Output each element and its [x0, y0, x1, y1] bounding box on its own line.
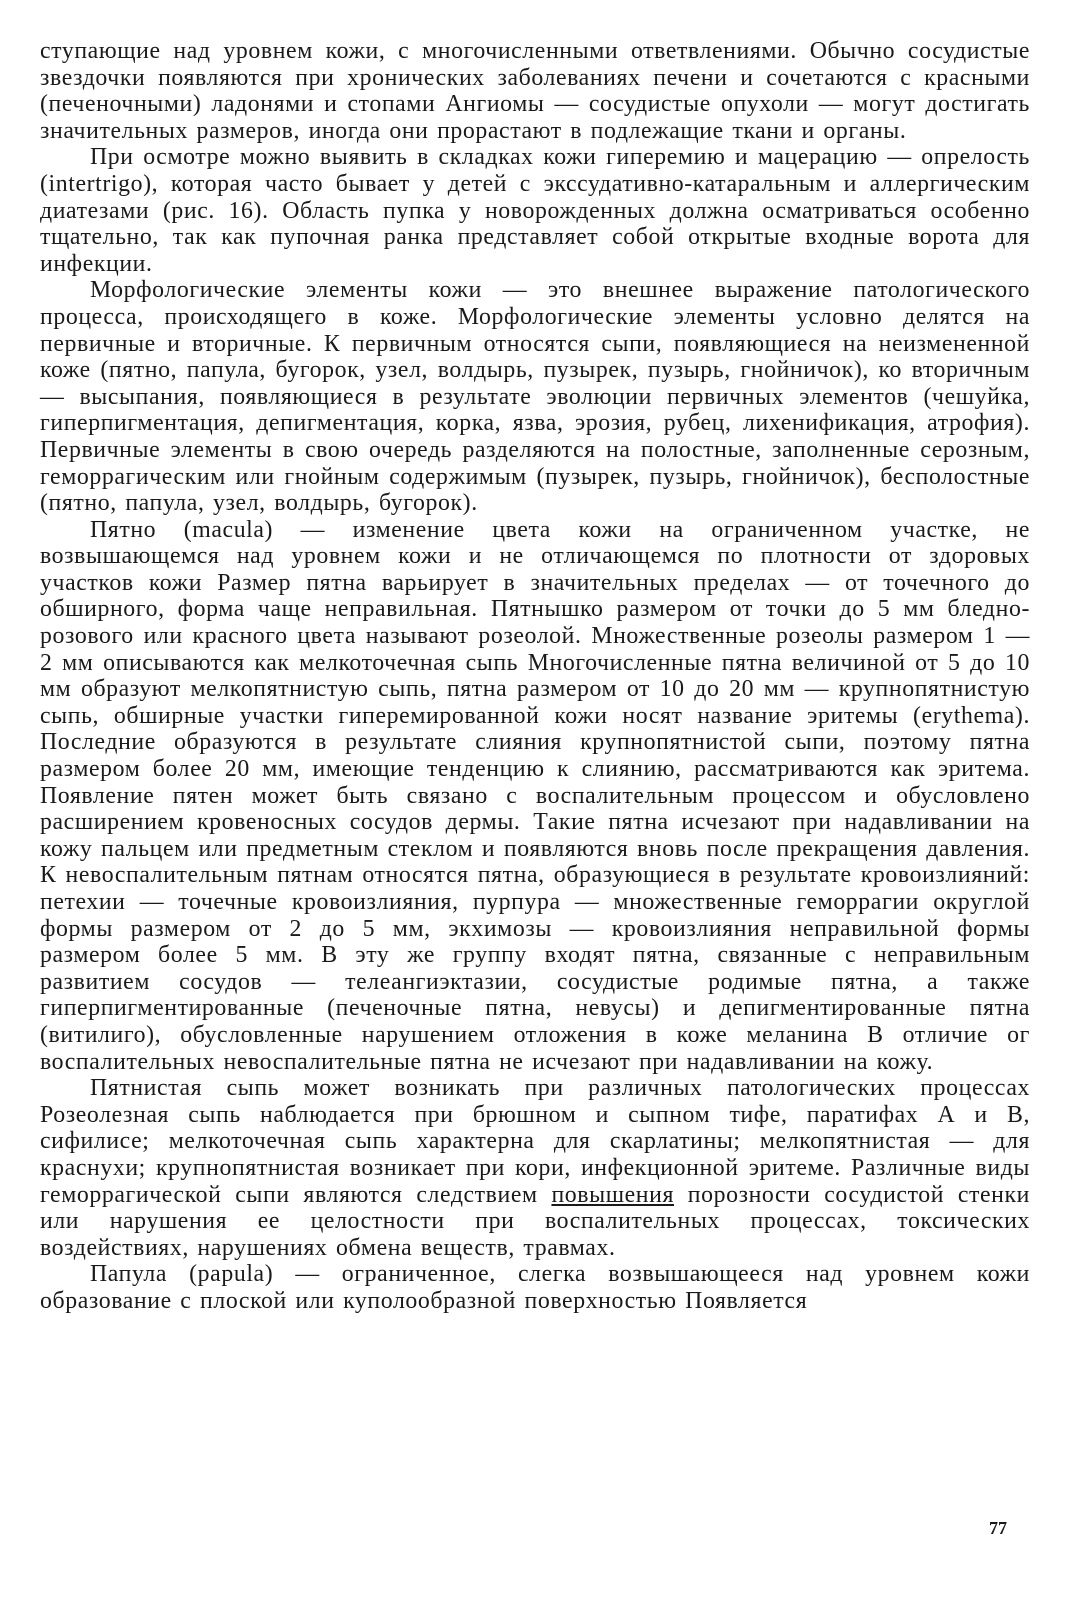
paragraph-papula: Папула (papula) — ограниченное, слегка возвышающееся над уровнем кожи образование с плоской или куполообразной поверхностью Появляется: [40, 1261, 1030, 1314]
page-number: 77: [989, 1518, 1007, 1538]
paragraph-morphological-elements: Морфологические элементы кожи — это внешнее выражение патологического процесса, происходящего в коже. Морфологические элементы условно делятся на первичные и вторичные. К первичным относятся сыпи, появляющиеся на неизмененной коже (пятно, папула, бугорок, узел, волдырь, пузырек, пузырь, гнойничок), ко вторичным — высыпания, появляющиеся в результате эволюции первичных элементов (чешуйка, гиперпигментация, депигментация, корка, язва, эрозия, рубец, лихенификация, атрофия). Первичные элементы в свою очередь разделяются на полостные, заполненные серозным, геморрагическим или гнойным содержимым (пузырек, пузырь, гнойничок), бесполостные (пятно, папула, узел, волдырь, бугорок).: [40, 277, 1030, 517]
body-text: [40, 38, 1030, 1315]
paragraph-spotted-rash: [40, 1075, 1030, 1261]
paragraph-spotted-rash-head: Пятнистая сыпь может возникать при различных патологических процессах Розеолезная сыпь наблюдается при брюшном и сыпном тифе, паратифах А и В, сифилисе; мелкоточечная сыпь характерна для скарлатины; мелкопятнистая — для краснухи; крупнопятнистая возникает при кори, инфекционной эритеме. Различные виды геморрагической сыпи являются следствием: [40, 1075, 1030, 1208]
paragraph-vascular-stars: ступающие над уровнем кожи, с многочисленными ответвлениями. Обычно сосудистые звездочки появляются при хронических заболеваниях печени и сочетаются с красными (печеночными) ладонями и стопами Ангиомы — сосудистые опухоли — могут достигать значительных размеров, иногда они прорастают в подлежащие ткани и органы.: [40, 38, 1030, 144]
paragraph-spotted-rash-tail: порозности сосудистой стенки или нарушения ее целостности при воспалительных процессах, токсических воздействиях, нарушениях обмена веществ, травмах.: [40, 1181, 1030, 1261]
paragraph-macula: Пятно (macula) — изменение цвета кожи на ограниченном участке, не возвышающемся над уровнем кожи и не отличающемся по плотности от здоровых участков кожи Размер пятна варьирует в значительных пределах — от точечного до обширного, форма чаще неправильная. Пятнышко размером от точки до 5 мм бледно-розового или красного цвета называют розеолой. Множественные розеолы размером 1 — 2 мм описываются как мелкоточечная сыпь Многочисленные пятна величиной от 5 до 10 мм образуют мелкопятнистую сыпь, пятна размером от 10 до 20 мм — крупнопятнистую сыпь, обширные участки гиперемированной кожи носят название эритемы (erythema). Последние образуются в результате слияния крупнопятнистой сыпи, поэтому пятна размером более 20 мм, имеющие тенденцию к слиянию, рассматриваются как эритема. Появление пятен может быть связано с воспалительным процессом и обусловлено расширением кровеносных сосудов дермы. Такие пятна исчезают при надавливании на кожу пальцем или предметным стеклом и появляются вновь после прекращения давления. К невоспалительным пятнам относятся пятна, образующиеся в результате кровоизлияний: петехии — точечные кровоизлияния, пурпура — множественные геморрагии округлой формы размером от 2 до 5 мм, экхимозы — кровоизлияния неправильной формы размером более 5 мм. В эту же группу входят пятна, связанные с неправильным развитием сосудов — телеангиэктазии, сосудистые родимые пятна, а также гиперпигментированные (печеночные пятна, невусы) и депигментированные пятна (витилиго), обусловленные нарушением отложения в коже меланина В отличие ог воспалительных невоспалительные пятна не исчезают при надавливании на кожу.: [40, 516, 1030, 1075]
paragraph-intertrigo: При осмотре можно выявить в складках кожи гиперемию и мацерацию — опрелость (intertrigo), которая часто бывает у детей с экссудативно-катаральным и аллергическим диатезами (рис. 16). Область пупка у новорожденных должна осматриваться особенно тщательно, так как пупочная ранка представляет собой открытые входные ворота для инфекции.: [40, 144, 1030, 277]
underlined-word: повышения: [551, 1181, 674, 1208]
